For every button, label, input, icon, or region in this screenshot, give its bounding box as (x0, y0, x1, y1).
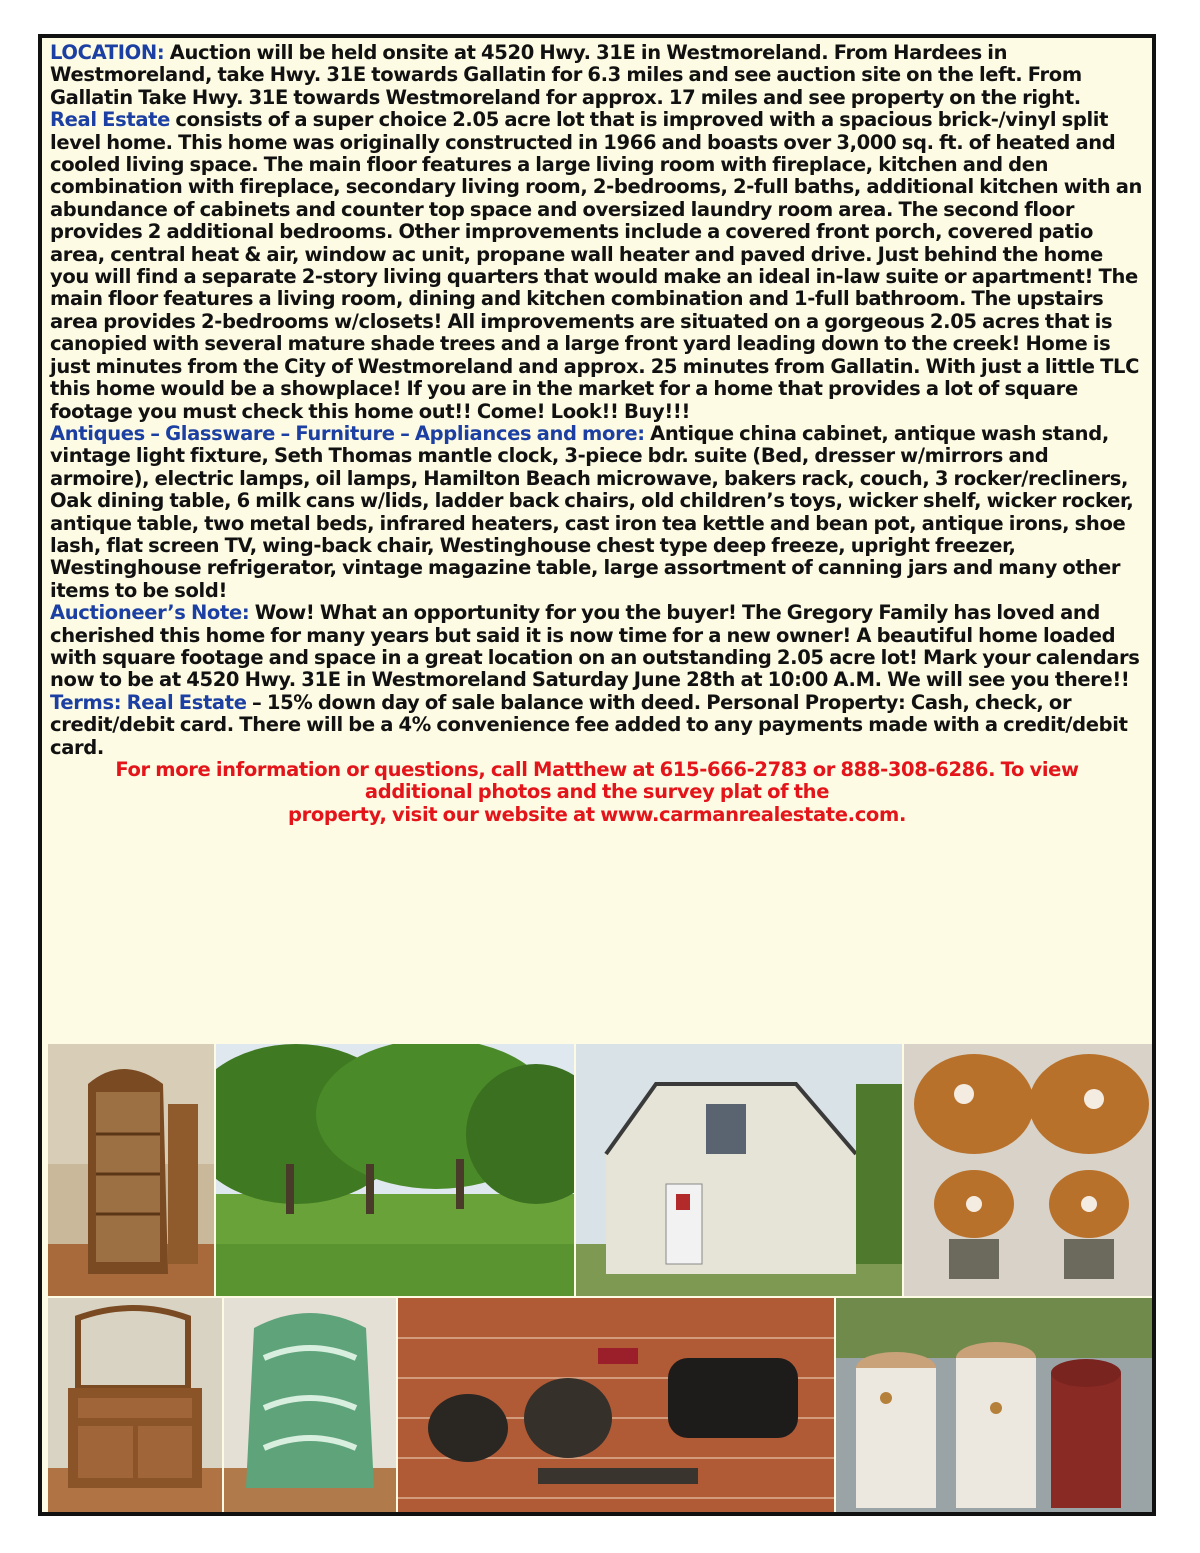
real-estate-paragraph (50, 109, 1144, 423)
location-paragraph (50, 42, 1144, 109)
contact-line-2: additional photos and the survey plat of the (364, 780, 830, 804)
location-heading: LOCATION: (50, 41, 165, 64)
china-cabinet-photo (48, 1044, 214, 1296)
cast-iron-items-photo (398, 1298, 834, 1512)
living-quarters-building-photo (576, 1044, 902, 1296)
antiques-heading: Antiques – Glassware – Furniture – Appliances and more: (50, 421, 645, 445)
contact-line-1: For more information or questions, call Matthew at 615-666-2783 or 888-308-6286. To view (115, 758, 1079, 781)
auctioneer-note-text: Wow! What an opportunity for you the buyer! The Gregory Family has loved and cherished this home for many years but said it is now time for a new owner! A beautiful home loaded with square footage and space in a great location on an outstanding 2.05 acre lot! Mark your calendars now to be at 4520 Hwy. 31E in Westmoreland Saturday June 28th at 10:00 A.M. We will see you there!! (50, 601, 1140, 692)
antiques-paragraph (50, 423, 1144, 602)
real-estate-heading: Real Estate (50, 108, 170, 132)
auctioneer-note-heading: Auctioneer’s Note: (50, 601, 250, 625)
wing-back-chair-photo (224, 1298, 396, 1512)
location-text: Auction will be held onsite at 4520 Hwy. 31E in Westmoreland. From Hardees in Westmoreland, take Hwy. 31E towards Gallatin for 6.3 miles and see auction site on the left. From Gallatin Take Hwy. 31E towards Westmoreland for approx. 17 miles and see property on the right. (50, 41, 1082, 109)
contact-line-3: property, visit our website at www.carmanrealestate.com. (288, 802, 906, 826)
terms-heading: Terms: Real Estate (50, 690, 247, 714)
auctioneer-note-paragraph (50, 602, 1144, 692)
glass-lamps-photo (904, 1044, 1154, 1296)
milk-cans-photo (836, 1298, 1154, 1512)
terms-paragraph (50, 692, 1144, 759)
flyer-text (50, 42, 1144, 826)
real-estate-text: consists of a super choice 2.05 acre lot that is improved with a spacious brick-/vinyl split level home. This home was originally constructed in 1966 and boasts over 3,000 sq. ft. of heated and cooled living space. The main floor features a large living room with fireplace, kitchen and den combination with fireplace, secondary living room, 2-bedrooms, 2-full baths, additional kitchen with an abundance of cabinets and counter top space and oversized laundry room area. The second floor provides 2 additional bedrooms. Other improvements include a covered front porch, covered patio area, central heat & air, window ac unit, propane wall heater and paved drive. Just behind the home you will find a separate 2-story living quarters that would make an ideal in-law suite or apartment! The main floor features a living room, dining and kitchen combination and 1-full bathroom. The upstairs area provides 2-bedrooms w/closets! All improvements are situated on a gorgeous 2.05 acres that is canopied with several mature shade trees and a large front yard leading down to the creek! Home is just minutes from the City of Westmoreland and approx. 25 minutes from Gallatin. With just a little TLC this home would be a showplace! If you are in the market for a home that provides a lot of square footage you must check this home out!! Come! Look!! Buy!!! (50, 108, 1143, 423)
terms-text: – 15% down day of sale balance with deed. Personal Property: Cash, check, or credit/debit card. There will be a 4% convenience fee added to any payments made with a credit/debit card. (50, 690, 1128, 759)
wash-stand-photo (48, 1298, 222, 1512)
contact-info (50, 759, 1144, 826)
shade-trees-lawn-photo (216, 1044, 574, 1296)
auction-flyer (38, 34, 1156, 1516)
antiques-text: Antique china cabinet, antique wash stand, vintage light fixture, Seth Thomas mantle clock, 3-piece bdr. suite (Bed, dresser w/mirrors and armoire), electric lamps, oil lamps, Hamilton Beach microwave, bakers rack, couch, 3 rocker/recliners, Oak dining table, 6 milk cans w/lids, ladder back chairs, old children’s toys, wicker shelf, wicker rocker, antique table, two metal beds, infrared heaters, cast iron tea kettle and bean pot, antique irons, shoe lash, flat screen TV, wing-back chair, Westinghouse chest type deep freeze, upright freezer, Westinghouse refrigerator, vintage magazine table, large assortment of canning jars and many other items to be sold! (50, 421, 1134, 602)
